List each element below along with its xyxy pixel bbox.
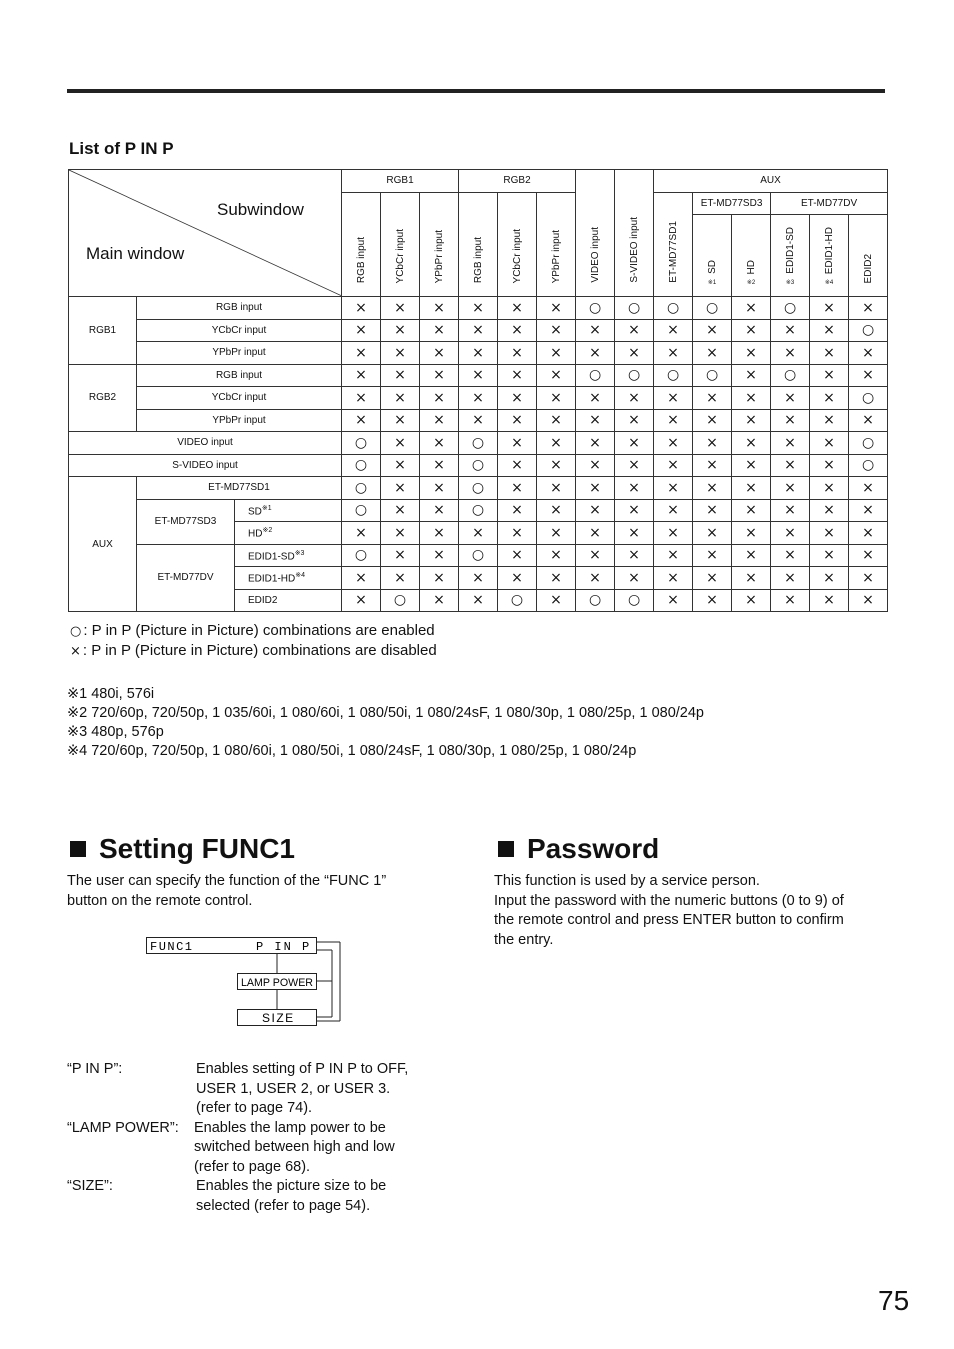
col-group-aux: AUX	[654, 170, 888, 193]
circle-icon: ○	[342, 499, 381, 522]
cross-icon: ×	[420, 454, 459, 477]
cross-icon: ×	[420, 589, 459, 612]
cross-icon: ×	[498, 342, 537, 365]
cross-icon: ×	[381, 522, 420, 545]
cross-icon: ×	[381, 364, 420, 387]
circle-icon: ○	[654, 364, 693, 387]
cross-icon: ×	[693, 409, 732, 432]
cross-icon: ×	[693, 499, 732, 522]
cross-icon: ×	[342, 387, 381, 410]
circle-icon: ○	[459, 477, 498, 500]
circle-icon: ○	[576, 297, 615, 320]
row-label: YCbCr input	[137, 319, 342, 342]
cross-icon: ×	[771, 499, 810, 522]
cross-icon: ×	[693, 454, 732, 477]
cross-icon: ×	[615, 387, 654, 410]
cross-icon: ×	[654, 454, 693, 477]
cross-icon: ×	[342, 342, 381, 365]
note-2: ※2 720/60p, 720/50p, 1 035/60i, 1 080/60i, 1 080/50i, 1 080/24sF, 1 080/30p, 1 080/25p, 1 080/24p	[67, 705, 704, 721]
row-label: YPbPr input	[137, 342, 342, 365]
circle-icon: ○	[849, 319, 888, 342]
cross-icon: ×	[654, 477, 693, 500]
cross-icon: ×	[771, 409, 810, 432]
cross-icon: ×	[810, 499, 849, 522]
cross-icon: ×	[70, 644, 81, 659]
cross-icon: ×	[381, 499, 420, 522]
cross-icon: ×	[732, 567, 771, 590]
cross-icon: ×	[381, 477, 420, 500]
cross-icon: ×	[810, 477, 849, 500]
legend-enabled: ○ : P in P (Picture in Picture) combinations are enabled	[70, 622, 435, 639]
cross-icon: ×	[381, 567, 420, 590]
row-label: S-VIDEO input	[69, 454, 342, 477]
cross-icon: ×	[849, 544, 888, 567]
cross-icon: ×	[537, 454, 576, 477]
cross-icon: ×	[459, 409, 498, 432]
cross-icon: ×	[537, 522, 576, 545]
cross-icon: ×	[537, 364, 576, 387]
row-label: EDID1-HD$^{※4}$	[235, 567, 342, 590]
cross-icon: ×	[537, 567, 576, 590]
cross-icon: ×	[654, 567, 693, 590]
cross-icon: ×	[420, 387, 459, 410]
circle-icon: ○	[849, 454, 888, 477]
col-rgb2-ypbpr-input: YPbPr input	[537, 192, 576, 297]
cross-icon: ×	[732, 297, 771, 320]
col-group-et-md77sd3: ET-MD77SD3	[693, 192, 771, 215]
def-pinp: “P IN P”: Enables setting of P IN P to OFF, USER 1, USER 2, or USER 3. (refer to page 74).	[67, 1061, 409, 1116]
row-label: YPbPr input	[137, 409, 342, 432]
cross-icon: ×	[810, 342, 849, 365]
col-video-input: VIDEO input	[576, 170, 615, 297]
cross-icon: ×	[771, 589, 810, 612]
cross-icon: ×	[381, 342, 420, 365]
cross-icon: ×	[615, 454, 654, 477]
cross-icon: ×	[420, 342, 459, 365]
row-label: VIDEO input	[69, 432, 342, 455]
cross-icon: ×	[420, 499, 459, 522]
row-group-aux: AUX	[69, 477, 137, 612]
cross-icon: ×	[771, 522, 810, 545]
cross-icon: ×	[732, 499, 771, 522]
table-row	[69, 387, 888, 410]
password-text: This function is used by a service person. Input the password with the numeric buttons (0 to 9) of the remote control and press ENTER button to confirm the entry.	[494, 873, 844, 948]
circle-icon: ○	[342, 477, 381, 500]
cross-icon: ×	[615, 342, 654, 365]
cross-icon: ×	[849, 297, 888, 320]
circle-icon: ○	[849, 387, 888, 410]
cross-icon: ×	[849, 522, 888, 545]
cross-icon: ×	[498, 477, 537, 500]
col-rgb1-rgb-input: RGB input	[342, 192, 381, 297]
cross-icon: ×	[615, 567, 654, 590]
cross-icon: ×	[810, 567, 849, 590]
legend-disabled: × : P in P (Picture in Picture) combinations are disabled	[70, 642, 437, 659]
circle-icon: ○	[459, 454, 498, 477]
cross-icon: ×	[849, 409, 888, 432]
cross-icon: ×	[381, 432, 420, 455]
cross-icon: ×	[459, 364, 498, 387]
def-lamp-power: “LAMP POWER”: Enables the lamp power to be switched between high and low (refer to page 68).	[67, 1119, 395, 1175]
circle-icon: ○	[576, 589, 615, 612]
cross-icon: ×	[849, 342, 888, 365]
diagram-size: SIZE	[262, 1011, 295, 1025]
cross-icon: ×	[381, 297, 420, 320]
cross-icon: ×	[693, 432, 732, 455]
cross-icon: ×	[771, 319, 810, 342]
col-group-rgb2: RGB2	[459, 170, 576, 193]
cross-icon: ×	[498, 567, 537, 590]
cross-icon: ×	[732, 432, 771, 455]
cross-icon: ×	[576, 319, 615, 342]
cross-icon: ×	[771, 454, 810, 477]
table-row	[69, 342, 888, 365]
row-label: SD$^{※1}$	[235, 499, 342, 522]
cross-icon: ×	[342, 409, 381, 432]
cross-icon: ×	[693, 477, 732, 500]
cross-icon: ×	[537, 499, 576, 522]
col-edid1-sd: EDID1-SD ※3	[771, 215, 810, 297]
circle-icon: ○	[459, 432, 498, 455]
func1-diagram	[144, 936, 344, 1028]
col-rgb1-ypbpr-input: YPbPr input	[420, 192, 459, 297]
cross-icon: ×	[654, 544, 693, 567]
table-row	[69, 454, 888, 477]
cross-icon: ×	[654, 589, 693, 612]
circle-icon: ○	[771, 297, 810, 320]
square-bullet-icon	[498, 841, 514, 857]
cross-icon: ×	[771, 342, 810, 365]
func1-title: Setting FUNC1	[70, 833, 295, 865]
cross-icon: ×	[498, 387, 537, 410]
note-1: ※1 480i, 576i	[67, 686, 155, 702]
cross-icon: ×	[420, 477, 459, 500]
cross-icon: ×	[771, 544, 810, 567]
col-rgb1-ycbcr-input: YCbCr input	[381, 192, 420, 297]
cross-icon: ×	[459, 567, 498, 590]
cross-icon: ×	[693, 319, 732, 342]
cross-icon: ×	[732, 342, 771, 365]
cross-icon: ×	[810, 589, 849, 612]
cross-icon: ×	[693, 589, 732, 612]
cross-icon: ×	[693, 342, 732, 365]
cross-icon: ×	[654, 522, 693, 545]
cross-icon: ×	[381, 387, 420, 410]
cross-icon: ×	[654, 499, 693, 522]
col-rgb2-rgb-input: RGB input	[459, 192, 498, 297]
circle-icon: ○	[615, 589, 654, 612]
table-row	[69, 297, 888, 320]
cross-icon: ×	[342, 297, 381, 320]
row-group-et-md77dv: ET-MD77DV	[137, 544, 235, 612]
cross-icon: ×	[537, 544, 576, 567]
cross-icon: ×	[576, 409, 615, 432]
cross-icon: ×	[537, 319, 576, 342]
cross-icon: ×	[732, 364, 771, 387]
diagram-func1-label: FUNC1	[150, 940, 194, 954]
table-row	[69, 544, 888, 567]
cross-icon: ×	[849, 589, 888, 612]
circle-icon: ○	[693, 297, 732, 320]
table-row	[69, 364, 888, 387]
subwindow-label: Subwindow	[217, 200, 304, 219]
cross-icon: ×	[771, 567, 810, 590]
col-hd: HD ※2	[732, 215, 771, 297]
table-row	[69, 409, 888, 432]
cross-icon: ×	[615, 409, 654, 432]
cross-icon: ×	[732, 387, 771, 410]
cross-icon: ×	[420, 319, 459, 342]
row-group-rgb2: RGB2	[69, 364, 137, 432]
col-group-rgb1: RGB1	[342, 170, 459, 193]
cross-icon: ×	[693, 522, 732, 545]
cross-icon: ×	[537, 387, 576, 410]
cross-icon: ×	[537, 477, 576, 500]
col-sd: SD ※1	[693, 215, 732, 297]
cross-icon: ×	[342, 522, 381, 545]
cross-icon: ×	[576, 432, 615, 455]
cross-icon: ×	[732, 589, 771, 612]
cross-icon: ×	[537, 432, 576, 455]
circle-icon: ○	[459, 544, 498, 567]
row-label: RGB input	[137, 297, 342, 320]
cross-icon: ×	[771, 387, 810, 410]
circle-icon: ○	[576, 364, 615, 387]
col-rgb2-ycbcr-input: YCbCr input	[498, 192, 537, 297]
cross-icon: ×	[498, 409, 537, 432]
cross-icon: ×	[459, 522, 498, 545]
top-rule	[67, 89, 885, 93]
table-row	[69, 432, 888, 455]
circle-icon: ○	[615, 364, 654, 387]
circle-icon: ○	[693, 364, 732, 387]
cross-icon: ×	[459, 342, 498, 365]
cross-icon: ×	[810, 522, 849, 545]
table-row	[69, 499, 888, 522]
cross-icon: ×	[576, 544, 615, 567]
password-title: Password	[498, 833, 659, 865]
cross-icon: ×	[381, 409, 420, 432]
row-group-rgb1: RGB1	[69, 297, 137, 365]
col-edid1-hd: EDID1-HD ※4	[810, 215, 849, 297]
cross-icon: ×	[537, 342, 576, 365]
cross-icon: ×	[732, 409, 771, 432]
circle-icon: ○	[381, 589, 420, 612]
cross-icon: ×	[420, 522, 459, 545]
cross-icon: ×	[654, 342, 693, 365]
cross-icon: ×	[459, 297, 498, 320]
def-size: “SIZE”: Enables the picture size to be selected (refer to page 54).	[67, 1178, 387, 1214]
circle-icon: ○	[771, 364, 810, 387]
circle-icon: ○	[615, 297, 654, 320]
cross-icon: ×	[342, 364, 381, 387]
cross-icon: ×	[810, 432, 849, 455]
cross-icon: ×	[342, 589, 381, 612]
cross-icon: ×	[732, 454, 771, 477]
cross-icon: ×	[810, 364, 849, 387]
cross-icon: ×	[849, 477, 888, 500]
cross-icon: ×	[576, 522, 615, 545]
cross-icon: ×	[810, 544, 849, 567]
cross-icon: ×	[693, 567, 732, 590]
table-row	[69, 477, 888, 500]
cross-icon: ×	[615, 477, 654, 500]
cross-icon: ×	[615, 522, 654, 545]
cross-icon: ×	[420, 544, 459, 567]
diagram-lamp-power: LAMP POWER	[241, 977, 314, 989]
cross-icon: ×	[810, 454, 849, 477]
cross-icon: ×	[693, 387, 732, 410]
col-et-md77sd1: ET-MD77SD1	[654, 192, 693, 297]
circle-icon: ○	[849, 432, 888, 455]
cross-icon: ×	[810, 297, 849, 320]
cross-icon: ×	[537, 409, 576, 432]
cross-icon: ×	[615, 544, 654, 567]
cross-icon: ×	[537, 297, 576, 320]
cross-icon: ×	[849, 499, 888, 522]
cross-icon: ×	[732, 544, 771, 567]
row-label: ET-MD77SD1	[137, 477, 342, 500]
row-group-et-md77sd3: ET-MD77SD3	[137, 499, 235, 544]
row-label: EDID1-SD$^{※3}$	[235, 544, 342, 567]
cross-icon: ×	[498, 319, 537, 342]
cross-icon: ×	[420, 567, 459, 590]
diagram-pinp: P IN P	[256, 940, 312, 954]
main-window-label: Main window	[86, 244, 185, 263]
circle-icon: ○	[70, 624, 82, 639]
cross-icon: ×	[576, 454, 615, 477]
cross-icon: ×	[576, 567, 615, 590]
col-svideo-input: S-VIDEO input	[615, 170, 654, 297]
cross-icon: ×	[459, 319, 498, 342]
cross-icon: ×	[771, 432, 810, 455]
corner-diagonal	[69, 170, 342, 296]
col-group-et-md77dv: ET-MD77DV	[771, 192, 888, 215]
row-label: HD$^{※2}$	[235, 522, 342, 545]
row-label: YCbCr input	[137, 387, 342, 410]
cross-icon: ×	[498, 297, 537, 320]
square-bullet-icon	[70, 841, 86, 857]
cross-icon: ×	[381, 454, 420, 477]
cross-icon: ×	[498, 522, 537, 545]
cross-icon: ×	[459, 387, 498, 410]
cross-icon: ×	[810, 387, 849, 410]
cross-icon: ×	[654, 319, 693, 342]
cross-icon: ×	[420, 432, 459, 455]
pip-heading: List of P IN P	[69, 139, 174, 158]
cross-icon: ×	[576, 387, 615, 410]
cross-icon: ×	[654, 432, 693, 455]
circle-icon: ○	[654, 297, 693, 320]
page-number: 75	[878, 1285, 910, 1316]
cross-icon: ×	[420, 409, 459, 432]
cross-icon: ×	[420, 297, 459, 320]
cross-icon: ×	[498, 364, 537, 387]
note-4: ※4 720/60p, 720/50p, 1 080/60i, 1 080/50i, 1 080/24sF, 1 080/30p, 1 080/25p, 1 080/24p	[67, 743, 637, 759]
cross-icon: ×	[576, 342, 615, 365]
row-label: EDID2	[235, 589, 342, 612]
cross-icon: ×	[732, 522, 771, 545]
circle-icon: ○	[342, 544, 381, 567]
cross-icon: ×	[654, 387, 693, 410]
cross-icon: ×	[459, 589, 498, 612]
note-3: ※3 480p, 576p	[67, 724, 164, 740]
cross-icon: ×	[615, 432, 654, 455]
cross-icon: ×	[498, 544, 537, 567]
cross-icon: ×	[615, 499, 654, 522]
cross-icon: ×	[498, 499, 537, 522]
cross-icon: ×	[849, 364, 888, 387]
cross-icon: ×	[498, 454, 537, 477]
cross-icon: ×	[537, 589, 576, 612]
circle-icon: ○	[342, 432, 381, 455]
cross-icon: ×	[693, 544, 732, 567]
cross-icon: ×	[654, 409, 693, 432]
cross-icon: ×	[498, 432, 537, 455]
cross-icon: ×	[810, 319, 849, 342]
cross-icon: ×	[342, 319, 381, 342]
cross-icon: ×	[381, 544, 420, 567]
pip-table	[68, 169, 888, 612]
row-label: RGB input	[137, 364, 342, 387]
cross-icon: ×	[615, 319, 654, 342]
cross-icon: ×	[576, 499, 615, 522]
table-row	[69, 319, 888, 342]
cross-icon: ×	[576, 477, 615, 500]
circle-icon: ○	[498, 589, 537, 612]
func1-definitions	[67, 1060, 408, 1216]
cross-icon: ×	[771, 477, 810, 500]
cross-icon: ×	[420, 364, 459, 387]
func1-intro: The user can specify the function of the “FUNC 1” button on the remote control.	[67, 873, 387, 909]
cross-icon: ×	[381, 319, 420, 342]
cross-icon: ×	[732, 477, 771, 500]
circle-icon: ○	[342, 454, 381, 477]
col-edid2: EDID2	[849, 215, 888, 297]
corner-cell	[69, 170, 342, 297]
circle-icon: ○	[459, 499, 498, 522]
cross-icon: ×	[732, 319, 771, 342]
cross-icon: ×	[342, 567, 381, 590]
cross-icon: ×	[810, 409, 849, 432]
cross-icon: ×	[849, 567, 888, 590]
